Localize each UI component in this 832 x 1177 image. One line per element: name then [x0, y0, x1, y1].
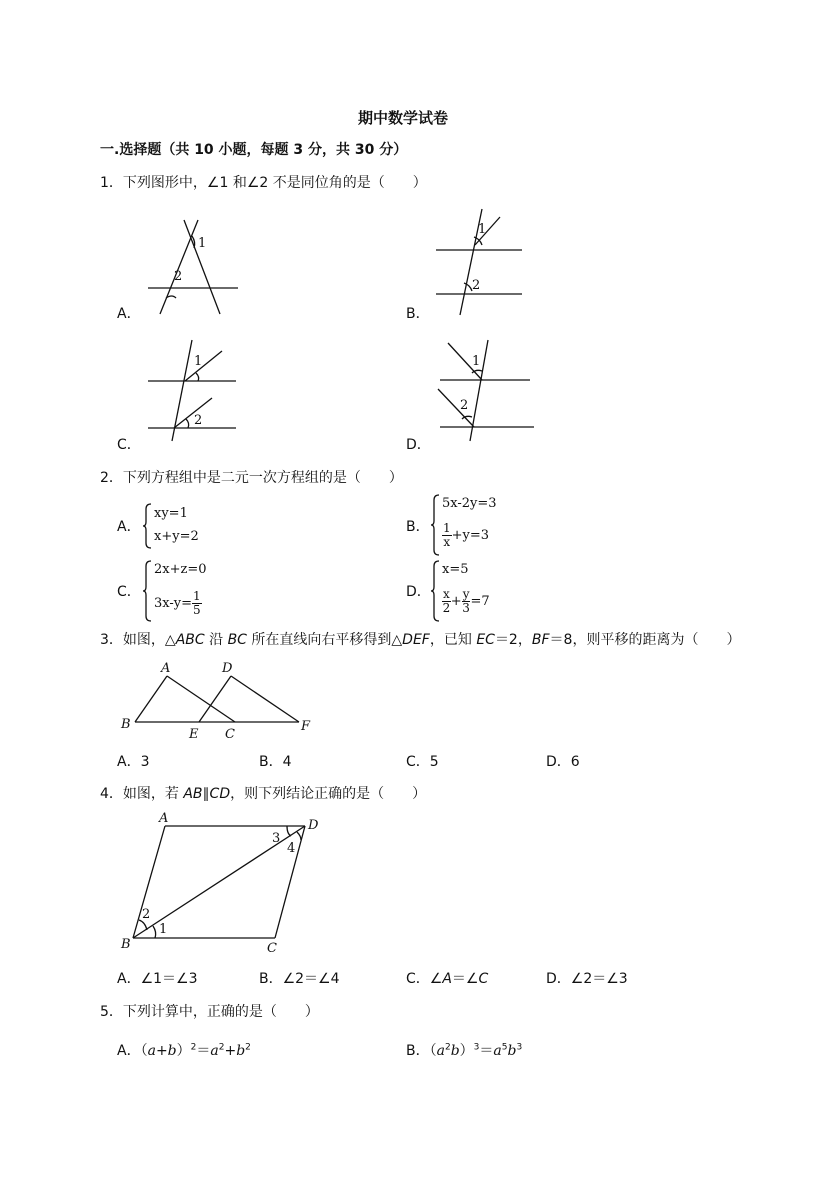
q3-stem-part: ，已知	[429, 632, 477, 648]
q1c-ray-1	[185, 351, 222, 381]
q2-option-b-label: B．	[406, 519, 430, 535]
brace-icon	[142, 503, 152, 549]
q1-option-c-label: C．	[117, 437, 141, 453]
q5b-var: b	[507, 1043, 517, 1059]
q2c-fraction	[192, 590, 202, 617]
q1a-angle-2-label: 2	[174, 269, 183, 284]
q3-side-ba	[135, 676, 167, 722]
q4-point-a: A	[159, 811, 169, 826]
q2-option-b-system	[430, 494, 530, 556]
q2-option-d-label: D．	[406, 584, 431, 600]
q4-angle-1-arc	[153, 926, 156, 938]
q5a-exp: 2	[245, 1042, 251, 1053]
brace-icon	[142, 560, 152, 622]
q5b-part: ＝	[479, 1043, 494, 1059]
q4-angle-2-label: 2	[142, 907, 151, 922]
q3-point-f: F	[301, 719, 311, 734]
q5b-exp: 3	[516, 1042, 523, 1053]
q1-option-b-label: B．	[406, 306, 430, 322]
q4-point-b: B	[121, 937, 131, 952]
q3-stem-part: 所在直线向右平移得到△	[246, 632, 403, 648]
q4-stem-var: AB	[183, 786, 203, 802]
q5b-part: ）	[459, 1043, 474, 1059]
q1d-angle-2-label: 2	[460, 398, 469, 413]
q1-option-d-label: D．	[406, 437, 431, 453]
q2d-fraction-1-num: x	[443, 587, 450, 601]
q5a-var: b	[236, 1043, 246, 1059]
q4-angle-3-label: 3	[272, 831, 281, 846]
q3-stem-var: ABC	[175, 632, 205, 648]
q1b-angle-1-label: 1	[478, 222, 487, 237]
q4-point-d: D	[308, 818, 319, 833]
question-3-stem	[100, 629, 740, 649]
q1d-angle-1-label: 1	[472, 354, 481, 369]
q5a-part: +	[224, 1043, 237, 1059]
brace-icon	[430, 494, 440, 556]
q5b-exp: 3	[473, 1042, 480, 1053]
q5a-part: A．（	[117, 1043, 148, 1059]
q1-option-a-label: A．	[117, 306, 141, 322]
q3-point-b: B	[121, 717, 131, 732]
q5a-var: a	[147, 1043, 156, 1059]
brace-icon	[430, 560, 440, 622]
q2d-eq-2	[442, 588, 490, 615]
q5b-var: a	[493, 1043, 502, 1059]
q2c-fraction-den: 5	[193, 603, 201, 617]
q3-option-a: A．3	[117, 754, 150, 770]
q4-angle-4-label: 4	[287, 841, 296, 856]
q1-figure-b	[430, 205, 540, 320]
q4-angle-3-arc	[287, 826, 291, 836]
q4-option-c	[406, 968, 488, 988]
q3-point-e: E	[189, 727, 199, 742]
page-title: 期中数学试卷	[358, 109, 449, 127]
q5a-var: a	[210, 1043, 219, 1059]
q2b-eq-1: 5x-2y=3	[442, 496, 497, 511]
q2-option-d-system	[430, 560, 530, 622]
q1c-angle-2-arc	[186, 419, 189, 428]
q5a-exp: 2	[190, 1042, 197, 1053]
q2d-plus: +	[450, 594, 462, 609]
q1-figure-d	[430, 335, 540, 445]
q1d-ray-2	[438, 389, 474, 427]
q3-side-ac	[167, 676, 235, 722]
q2-option-a-label: A．	[117, 519, 141, 535]
q3-option-c: C．5	[406, 754, 439, 770]
q5b-exp: 2	[444, 1042, 451, 1053]
q4-point-c: C	[267, 941, 277, 956]
question-1-stem: 1．下列图形中，∠1 和∠2 不是同位角的是（ ）	[100, 175, 427, 191]
q5a-part: +	[155, 1043, 168, 1059]
q3-side-df	[231, 676, 299, 722]
q2b-fraction-den: x	[443, 535, 451, 549]
q3-stem-part: 3．如图，△	[100, 632, 176, 648]
q2d-fraction-2-num: y	[462, 587, 470, 601]
q3-stem-part: 沿	[204, 632, 228, 648]
q3-stem-var: BC	[227, 632, 247, 648]
q2d-fraction-2-den: 3	[462, 601, 470, 615]
q2-option-a-system	[142, 503, 222, 549]
q3-side-ed	[199, 676, 231, 722]
q2b-eq-2	[442, 522, 489, 549]
q1c-angle-1-label: 1	[194, 354, 203, 369]
q1a-angle-1-label: 1	[198, 236, 207, 251]
q2b-eq-2-rest: +y=3	[451, 528, 490, 543]
q2a-eq-1: xy=1	[154, 506, 188, 521]
q4c-part: ＝∠	[451, 971, 479, 987]
q3-stem-part: ＝2，	[494, 632, 532, 648]
q5a-part: ＝	[196, 1043, 211, 1059]
q2a-eq-2: x+y=2	[154, 529, 199, 544]
q5a-part: ）	[176, 1043, 191, 1059]
q1c-angle-1-arc	[196, 373, 199, 381]
q1b-angle-2-label: 2	[472, 278, 481, 293]
q1a-transversal-2	[160, 220, 198, 314]
q1-figure-a	[140, 210, 250, 320]
q4-stem-part: ∥	[202, 786, 210, 802]
q5b-var: b	[450, 1043, 460, 1059]
q2b-fraction-num: 1	[443, 521, 451, 535]
q2-option-c-system	[142, 560, 242, 622]
q3-stem-var: DEF	[402, 632, 430, 648]
q3-stem-var: BF	[531, 632, 550, 648]
q4-figure	[115, 812, 335, 957]
q2d-eq-2-rest: =7	[470, 594, 490, 609]
q5b-part: B．（	[406, 1043, 437, 1059]
section-heading: 一.选择题（共 10 小题，每题 3 分，共 30 分）	[100, 142, 408, 158]
question-4-stem	[100, 783, 426, 803]
q4-option-d: D．∠2＝∠3	[546, 971, 628, 987]
q2c-eq-2	[154, 590, 202, 617]
q3-stem-part: ＝8，则平移的距离为（ ）	[549, 632, 741, 648]
q2d-fraction-1-den: 2	[442, 601, 451, 615]
question-5-stem: 5．下列计算中，正确的是（ ）	[100, 1004, 319, 1020]
q2-option-c-label: C．	[117, 584, 141, 600]
q3-figure	[115, 658, 345, 744]
q4c-var: A	[442, 971, 452, 987]
q4-option-b: B．∠2＝∠4	[259, 971, 340, 987]
q1-figure-c	[140, 335, 250, 445]
q4c-part: C．∠	[406, 971, 443, 987]
q4-angle-1-label: 1	[159, 922, 168, 937]
q2d-eq-1: x=5	[442, 562, 469, 577]
q1a-transversal-1	[184, 220, 220, 314]
q3-point-c: C	[225, 727, 235, 742]
q2c-eq-2-lhs: 3x-y=	[154, 596, 193, 611]
q4-angle-4-arc	[297, 832, 301, 840]
q5-option-b	[406, 1040, 522, 1060]
q3-option-d: D．6	[546, 754, 580, 770]
q3-stem-var: EC	[476, 632, 495, 648]
q5-option-a	[117, 1040, 251, 1060]
q5b-exp: 5	[501, 1042, 508, 1053]
q4-stem-part: 4．如图，若	[100, 786, 184, 802]
q2c-eq-1: 2x+z=0	[154, 562, 207, 577]
q2d-fraction-1	[442, 588, 451, 615]
q4c-var: C	[478, 971, 489, 987]
question-2-stem: 2．下列方程组中是二元一次方程组的是（ ）	[100, 470, 403, 486]
q2c-fraction-num: 1	[193, 589, 201, 603]
q4-stem-part: ，则下列结论正确的是（ ）	[230, 786, 427, 802]
q5b-var: a	[436, 1043, 445, 1059]
q4-option-a: A．∠1＝∠3	[117, 971, 198, 987]
q5a-exp: 2	[218, 1042, 225, 1053]
q3-option-b: B．4	[259, 754, 292, 770]
q1c-angle-2-label: 2	[194, 413, 203, 428]
q3-point-a: A	[161, 661, 171, 676]
q3-point-d: D	[222, 661, 233, 676]
q4-stem-var: CD	[209, 786, 231, 802]
q5a-var: b	[167, 1043, 177, 1059]
q2b-fraction	[442, 522, 452, 549]
